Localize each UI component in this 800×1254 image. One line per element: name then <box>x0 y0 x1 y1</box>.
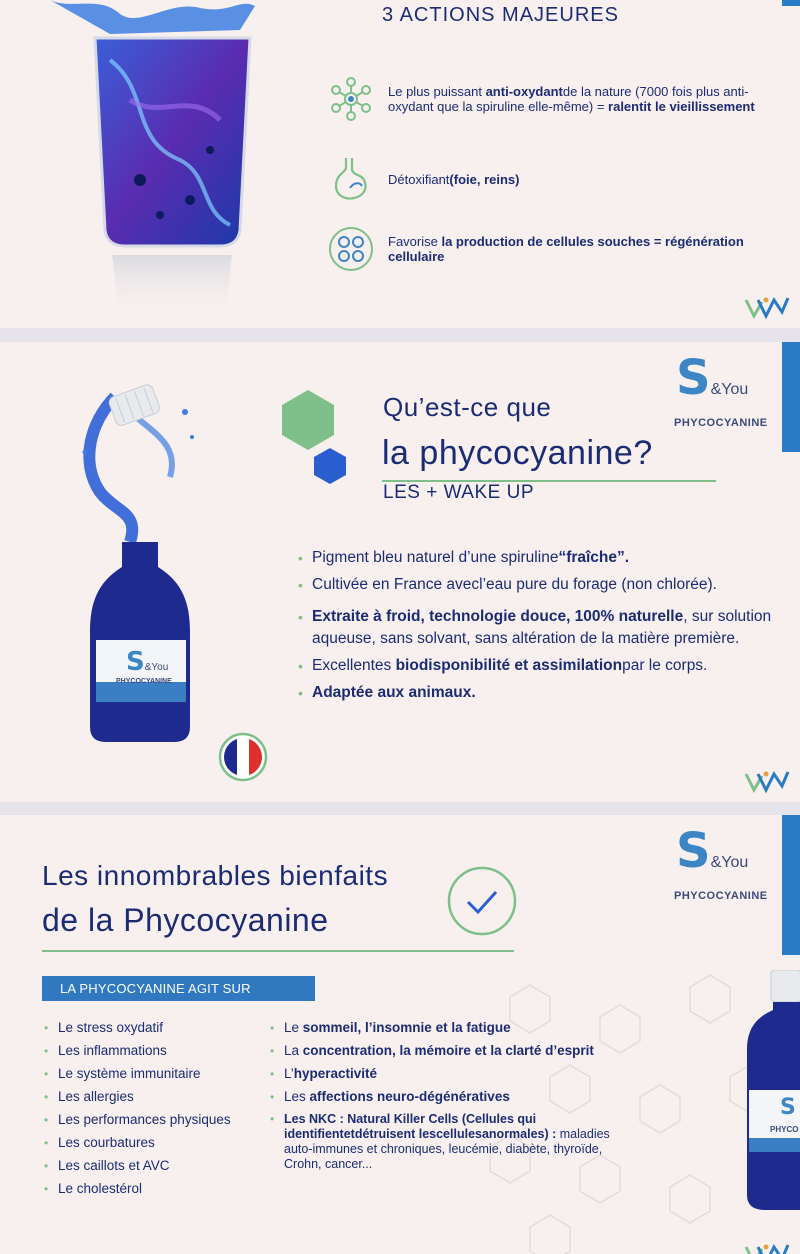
benefits-column-2 <box>270 1020 615 1179</box>
title-line-2: de la Phycocyanine <box>42 902 329 938</box>
bottle-brand-label: S&You <box>126 647 169 677</box>
subtitle: LES + WAKE UP <box>383 482 534 503</box>
bottle-product-label: PHYCOCYANINE <box>116 678 172 685</box>
title-underline <box>42 950 514 952</box>
benefit-item: • Les courbatures <box>44 1135 155 1150</box>
benefit-item: • L’hyperactivité <box>270 1066 378 1081</box>
bottle-brand-label: S <box>780 1095 796 1120</box>
hexagon-decoration <box>278 390 358 490</box>
wakeup-logo-icon <box>744 768 790 794</box>
cells-icon <box>328 226 374 272</box>
wakeup-logo-icon <box>744 294 790 320</box>
benefit-item: • Les NKC : Natural Killer Cells (Cellules qui identifientetdétruisent lescellulesanormales) : maladies auto-immunes et chroniques, leucémie, diabète, thyroïde, Crohn, cancer... <box>270 1112 610 1171</box>
benefit-text: Le plus puissant anti-oxydantde la nature (7000 fois plus anti-oxydant que la spiruline elle-même) = ralentit le vieillissement <box>388 84 755 114</box>
stomach-icon <box>328 156 374 202</box>
benefit-item: • Le stress oxydatif <box>44 1020 164 1035</box>
accent-bar <box>782 0 800 6</box>
phycocyanine-bottle-illustration <box>70 382 210 742</box>
benefit-item: • Le sommeil, l’insomnie et la fatigue <box>270 1020 511 1035</box>
features-list <box>298 547 778 709</box>
glass-illustration <box>40 0 280 328</box>
brand-logo: S&You <box>676 823 749 879</box>
feature-item: • Pigment bleu naturel d’une spiruline“fraîche”. <box>298 549 630 566</box>
benefit-item: • Les inflammations <box>44 1043 167 1058</box>
france-flag-icon <box>218 732 268 782</box>
benefit-item <box>328 226 768 272</box>
brand-name: PHYCOCYANINE <box>674 890 768 902</box>
feature-item: • Extraite à froid, technologie douce, 100% naturelle, sur solution aqueuse, sans solvant, sans altération de la matière première. <box>298 608 772 647</box>
title-line-1: Les innombrables bienfaits <box>42 860 389 891</box>
accent-bar <box>782 342 800 452</box>
checkmark-icon <box>446 865 518 937</box>
benefit-item <box>328 156 768 202</box>
section-title: 3 ACTIONS MAJEURES <box>382 4 619 26</box>
benefit-item: • Les caillots et AVC <box>44 1158 170 1173</box>
benefit-text: Favorise la production de cellules souches = régénération cellulaire <box>388 234 744 264</box>
benefit-item: • Le système immunitaire <box>44 1066 201 1081</box>
benefit-text: Détoxifiant(foie, reins) <box>388 171 520 187</box>
molecule-icon <box>328 76 374 122</box>
section-label: LA PHYCOCYANINE AGIT SUR <box>42 976 315 1001</box>
benefit-item <box>328 76 768 122</box>
brand-name: PHYCOCYANINE <box>674 417 768 429</box>
brand-logo: S&You <box>676 350 749 406</box>
benefit-item: • Les performances physiques <box>44 1112 231 1127</box>
slide-actions-majeures <box>0 0 800 328</box>
accent-bar <box>782 815 800 955</box>
benefit-item: • Les affections neuro-dégénératives <box>270 1089 510 1104</box>
slide-what-is-phycocyanine <box>0 342 800 802</box>
feature-item: • Cultivée en France avecl’eau pure du forage (non chlorée). <box>298 576 717 593</box>
wakeup-logo-icon <box>744 1241 790 1254</box>
phycocyanine-bottle-illustration <box>745 970 800 1210</box>
bottle-product-label: PHYCO <box>770 1125 799 1134</box>
benefit-item: • Les allergies <box>44 1089 134 1104</box>
benefits-column-1 <box>44 1020 231 1204</box>
title-line-2: la phycocyanine? <box>382 434 653 472</box>
feature-item: • Adaptée aux animaux. <box>298 684 476 701</box>
feature-item: • Excellentes biodisponibilité et assimilationpar le corps. <box>298 657 708 674</box>
benefit-item: • Le cholestérol <box>44 1181 143 1196</box>
slide-benefits <box>0 815 800 1254</box>
benefit-item: • La concentration, la mémoire et la clarté d’esprit <box>270 1043 594 1058</box>
title-line-1: Qu’est-ce que <box>383 392 552 422</box>
